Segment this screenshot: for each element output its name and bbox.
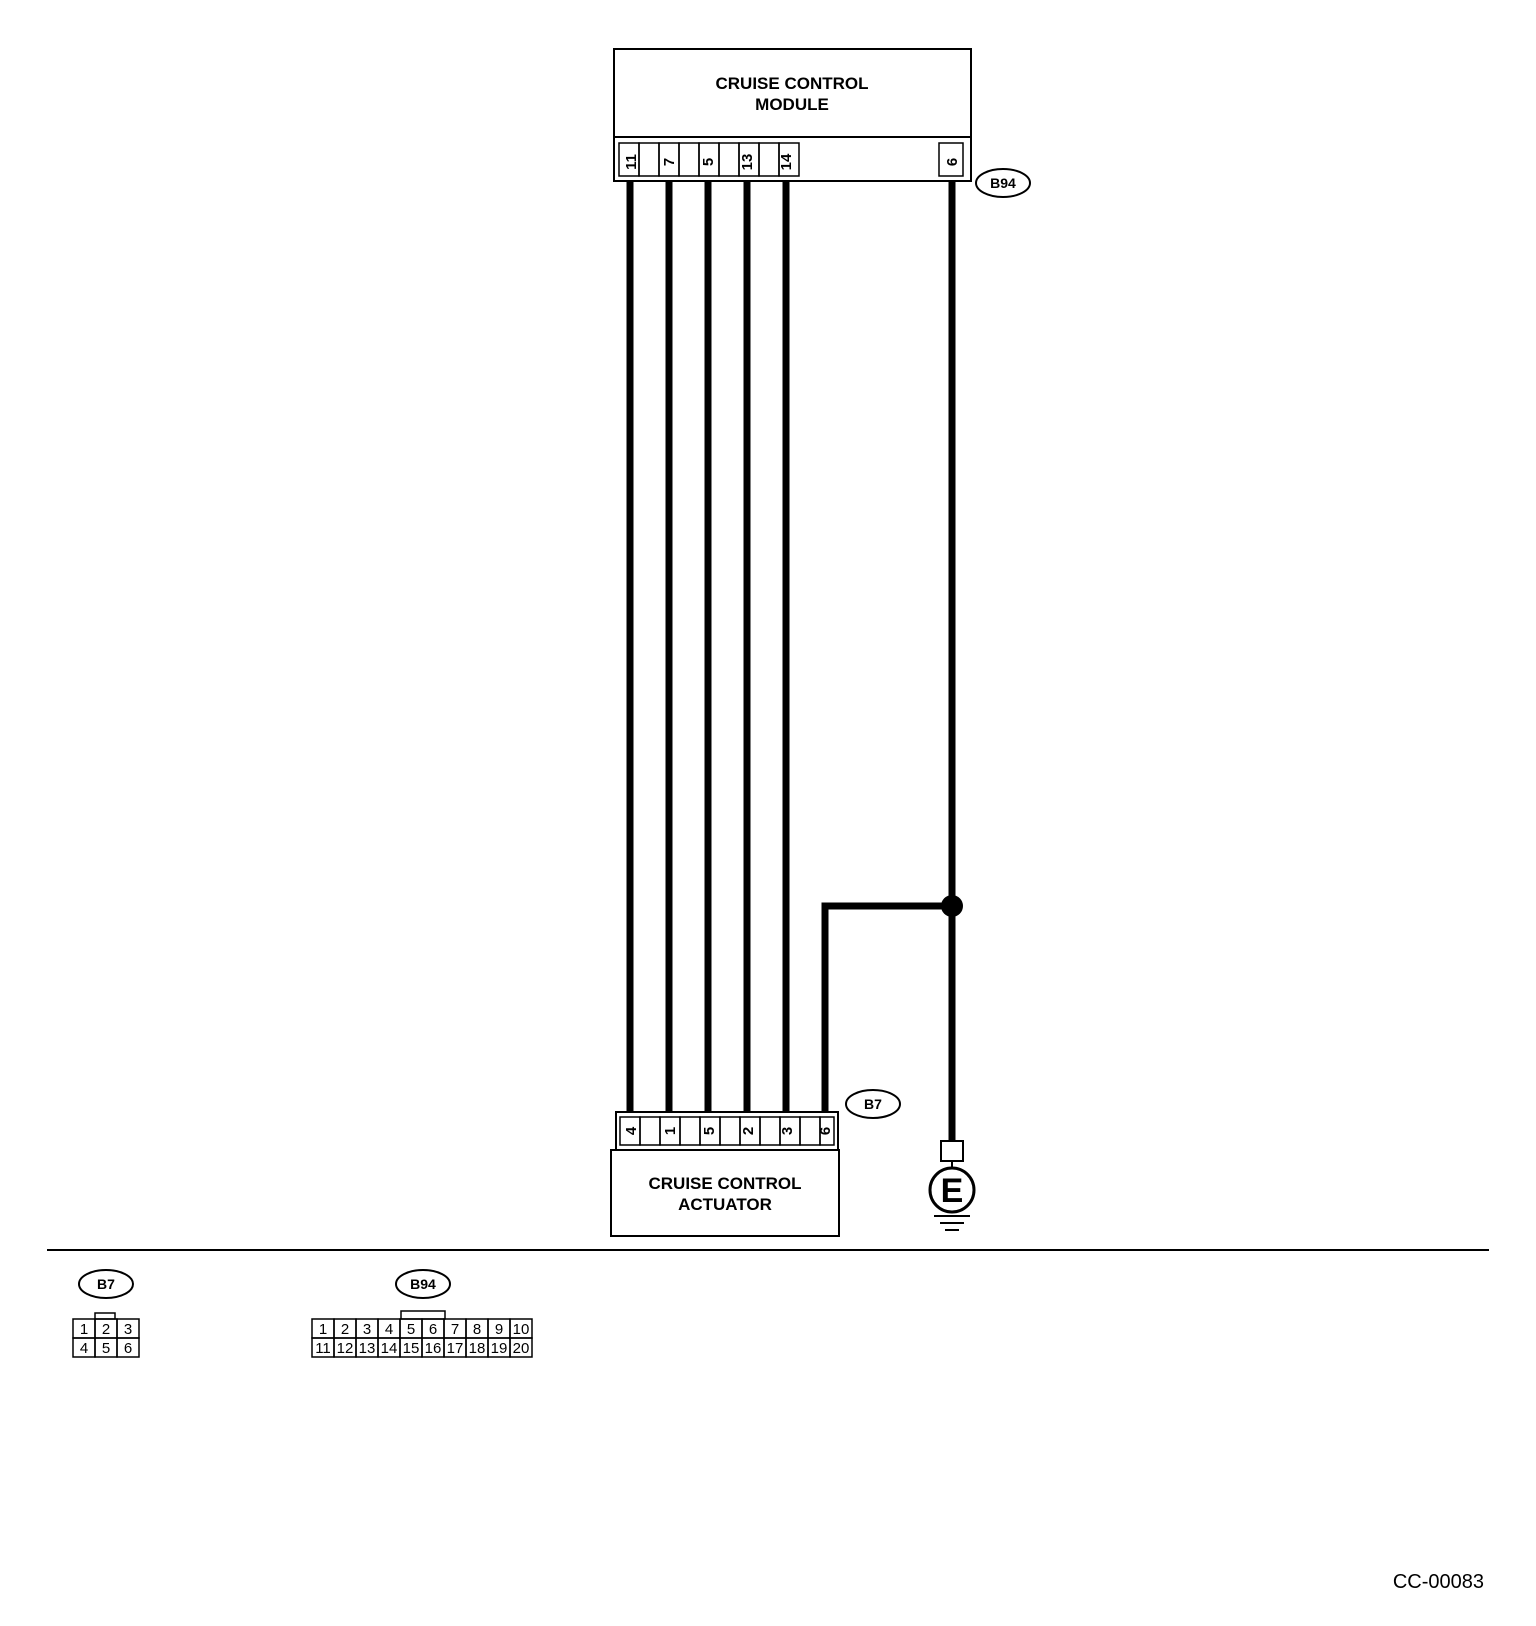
module-pin-14: 14 <box>778 153 795 171</box>
actuator-pin-3: 3 <box>779 1126 796 1136</box>
actuator-pin-4: 4 <box>623 1126 640 1136</box>
legend-b94-cell: 2 <box>340 1321 350 1338</box>
figure-id: CC-00083 <box>1392 1571 1484 1593</box>
cruise-control-module <box>614 49 1030 197</box>
actuator-pin-1: 1 <box>662 1126 679 1136</box>
module-pin-11: 11 <box>623 154 640 170</box>
legend-b94-cell: 7 <box>450 1321 460 1338</box>
legend-b7-cell: 2 <box>101 1321 111 1338</box>
legend-b94-cell: 12 <box>336 1340 354 1357</box>
module-pin-13: 13 <box>739 153 756 171</box>
legend-b94-cell: 5 <box>406 1321 416 1338</box>
legend-b94-cell: 17 <box>446 1340 464 1357</box>
legend-b94-cell: 18 <box>468 1340 486 1357</box>
ground-terminal <box>941 1141 963 1161</box>
legend-b94-cell: 10 <box>512 1321 530 1338</box>
module-pin-5: 5 <box>700 157 717 167</box>
ground-label: E <box>940 1172 964 1210</box>
legend-b94-cell: 15 <box>402 1340 420 1357</box>
ground-symbol <box>930 1141 974 1230</box>
actuator-title-line1: CRUISE CONTROL <box>648 1174 802 1193</box>
actuator-pin-2: 2 <box>740 1126 757 1136</box>
legend-b7-tag-label: B7 <box>97 1276 115 1292</box>
legend-b94-cell: 13 <box>358 1340 376 1357</box>
legend-b94-tag-label: B94 <box>410 1276 436 1292</box>
legend-b94-cell: 6 <box>428 1321 438 1338</box>
actuator-title-line2: ACTUATOR <box>678 1195 772 1214</box>
actuator-connector-label: B7 <box>864 1096 882 1112</box>
legend-b94-cell: 14 <box>380 1340 398 1357</box>
module-connector-label: B94 <box>990 175 1016 191</box>
actuator-pin-6: 6 <box>817 1126 834 1136</box>
wire-actuator-6-to-ground <box>825 906 952 1112</box>
module-title-line1: CRUISE CONTROL <box>715 74 869 93</box>
legend-b94-cell: 9 <box>494 1321 504 1338</box>
legend-b7-cell: 1 <box>79 1321 89 1338</box>
legend-b7-cell: 6 <box>123 1340 133 1357</box>
legend-b94 <box>312 1270 532 1357</box>
legend-b94-key <box>401 1311 445 1319</box>
legend-b7-cell: 5 <box>101 1340 111 1357</box>
legend-b7-cell: 4 <box>79 1340 89 1357</box>
legend-b94-cell: 16 <box>424 1340 442 1357</box>
legend-b7 <box>73 1270 139 1357</box>
legend-b94-cell: 3 <box>362 1321 372 1338</box>
wires <box>630 181 963 1142</box>
module-pin-6: 6 <box>944 157 961 167</box>
legend-b7-cell: 3 <box>123 1321 133 1338</box>
module-title-line2: MODULE <box>755 95 829 114</box>
cruise-control-actuator <box>611 1090 900 1236</box>
actuator-pin-5: 5 <box>701 1126 718 1136</box>
legend-b94-cell: 1 <box>318 1321 328 1338</box>
legend-b94-cell: 4 <box>384 1321 394 1338</box>
legend-b94-cell: 8 <box>472 1321 482 1338</box>
legend-b7-key <box>95 1313 115 1319</box>
module-body <box>614 49 971 137</box>
splice-point <box>941 895 963 917</box>
module-pin-7: 7 <box>661 157 678 167</box>
legend-b94-cell: 19 <box>490 1340 508 1357</box>
legend-b94-cell: 20 <box>512 1340 530 1357</box>
actuator-body <box>611 1150 839 1236</box>
legend-b94-cell: 11 <box>315 1340 331 1357</box>
